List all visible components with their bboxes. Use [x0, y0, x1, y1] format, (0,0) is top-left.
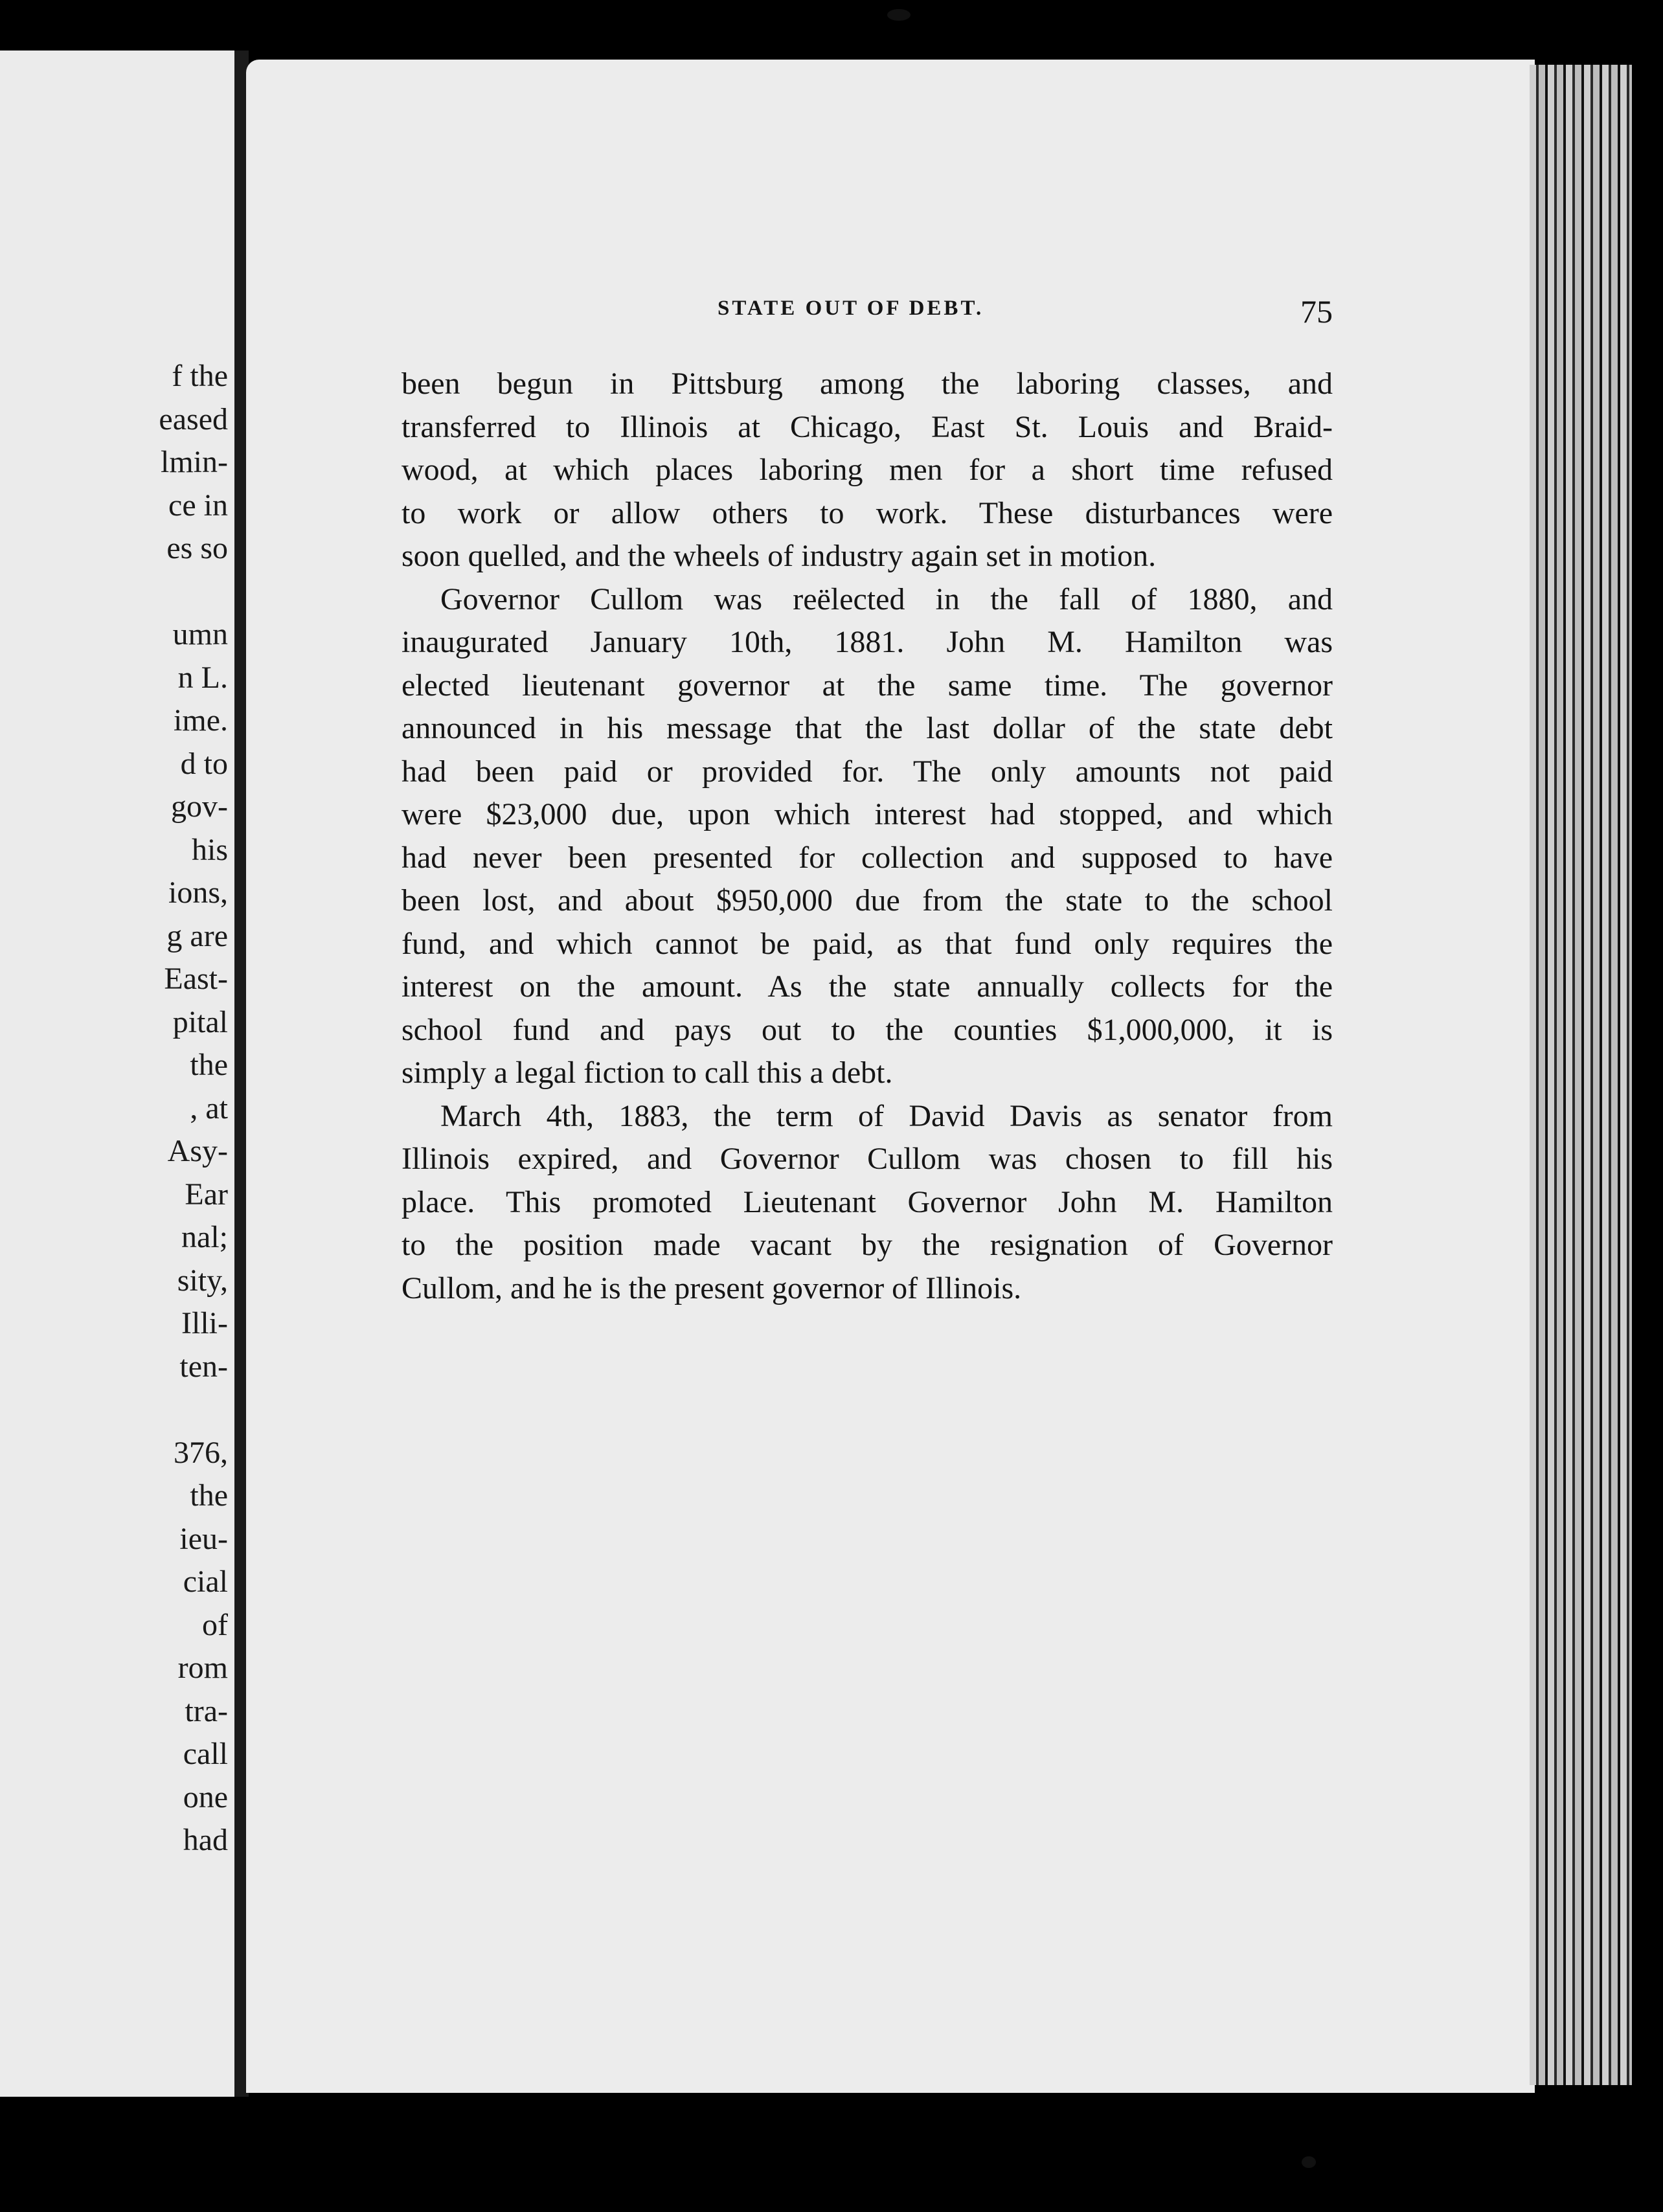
text-line: Illinois expired, and Governor Cullom was chosen to fill his — [402, 1142, 1333, 1176]
facing-page-line: lmin- — [161, 445, 228, 479]
text-line: announced in his message that the last dollar of the state debt — [402, 711, 1333, 745]
scan-border — [1632, 65, 1663, 2212]
facing-page-line: Illi- — [181, 1306, 228, 1340]
text-line: wood, at which places laboring men for a short time refused — [402, 453, 1333, 487]
text-line: been lost, and about $950,000 due from the state to the school — [402, 883, 1333, 918]
facing-page-line: umn — [172, 617, 228, 651]
facing-page-text — [8, 355, 228, 1862]
facing-page-line: ime. — [174, 703, 228, 738]
paragraph-start: March 4th, 1883, the term of David Davis as senator from — [440, 1098, 1333, 1133]
scan-speck — [1302, 2156, 1316, 2168]
facing-page-line: ieu- — [179, 1521, 228, 1556]
facing-page-line: sity, — [177, 1263, 228, 1298]
text-line: were $23,000 due, upon which interest had stopped, and which — [402, 797, 1333, 831]
facing-page-line: eased — [159, 401, 228, 436]
page-number: 75 — [1300, 293, 1333, 330]
running-head: STATE OUT OF DEBT. — [718, 297, 984, 320]
facing-page-line: the — [190, 1048, 228, 1082]
facing-page-line: Asy- — [167, 1134, 228, 1168]
facing-page-line: the — [190, 1478, 228, 1513]
facing-page-line: es so — [166, 531, 228, 565]
facing-page-line: ten- — [179, 1349, 228, 1384]
facing-page-line — [8, 570, 228, 614]
text-line: simply a legal fiction to call this a debt. — [402, 1055, 893, 1090]
facing-page-line: 376, — [174, 1435, 228, 1470]
facing-page-line: nal; — [181, 1220, 228, 1254]
facing-page-line: n L. — [177, 660, 228, 695]
paragraph-start: Governor Cullom was reëlected in the fall of 1880, and — [440, 581, 1333, 616]
text-line: had never been presented for collection and supposed to have — [402, 840, 1333, 875]
text-line: soon quelled, and the wheels of industry again set in motion. — [402, 539, 1157, 573]
facing-page-line: rom — [177, 1651, 228, 1685]
facing-page-line: his — [191, 832, 228, 867]
text-line: had been paid or provided for. The only amounts not paid — [402, 754, 1333, 789]
page-edges — [1530, 65, 1633, 2085]
text-line: fund, and which cannot be paid, as that fund only requires the — [402, 926, 1333, 961]
facing-page-line: , at — [190, 1090, 228, 1125]
page-header — [718, 293, 1333, 332]
text-line: to work or allow others to work. These disturbances were — [402, 495, 1333, 530]
facing-page-line: East- — [164, 962, 228, 996]
facing-page-line: cial — [183, 1564, 228, 1599]
facing-page-line: d to — [180, 746, 228, 781]
facing-page-line: of — [202, 1607, 228, 1642]
facing-page-line — [8, 1388, 228, 1432]
facing-page — [0, 51, 237, 2097]
text-line: elected lieutenant governor at the same time. The governor — [402, 668, 1333, 703]
text-line: been begun in Pittsburg among the laboring classes, and — [402, 367, 1333, 401]
text-line: transferred to Illinois at Chicago, East St. Louis and Braid- — [402, 409, 1333, 444]
facing-page-line: call — [183, 1737, 228, 1771]
facing-page-line: pital — [172, 1004, 228, 1039]
facing-page-line: had — [183, 1823, 228, 1857]
text-line: place. This promoted Lieutenant Governor John M. Hamilton — [402, 1184, 1333, 1219]
text-line: Cullom, and he is the present governor of Illinois. — [402, 1270, 1022, 1305]
facing-page-line: ions, — [168, 875, 228, 910]
body-text — [402, 363, 1333, 1310]
text-line: to the position made vacant by the resignation of Governor — [402, 1228, 1333, 1262]
facing-page-line: ce in — [168, 488, 228, 523]
facing-page-line: f the — [172, 359, 228, 393]
facing-page-line: one — [183, 1779, 228, 1814]
text-line: school fund and pays out to the counties $1,000,000, it is — [402, 1012, 1333, 1047]
scan-speck — [887, 9, 911, 21]
text-line: inaugurated January 10th, 1881. John M. Hamilton was — [402, 625, 1333, 659]
facing-page-line: gov- — [171, 789, 228, 824]
facing-page-line: Ear — [185, 1177, 228, 1212]
text-line: interest on the amount. As the state annually collects for the — [402, 969, 1333, 1004]
facing-page-line: g are — [166, 918, 228, 953]
facing-page-line: tra- — [185, 1693, 228, 1728]
